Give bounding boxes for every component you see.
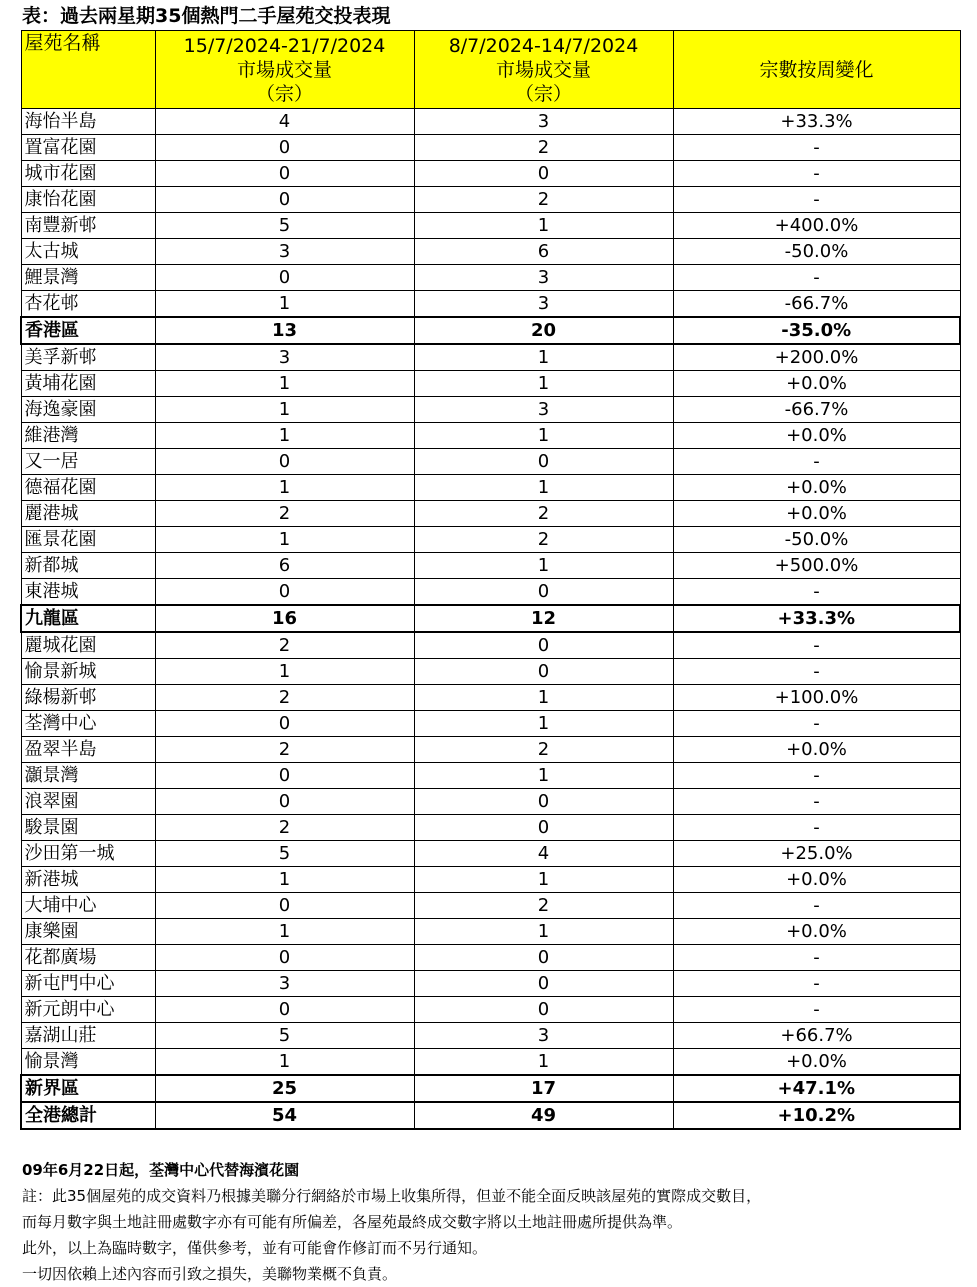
- period1-count-cell: 3: [155, 239, 414, 265]
- period2-count-cell: 1: [414, 371, 673, 397]
- estate-name-cell: 灝景灣: [21, 763, 155, 789]
- weekly-change-cell: -: [673, 449, 960, 475]
- weekly-change-cell: -: [673, 579, 960, 606]
- estate-name-cell: 愉景灣: [21, 1049, 155, 1076]
- period1-count-cell: 1: [155, 867, 414, 893]
- weekly-change-cell: -: [673, 997, 960, 1023]
- period1-count-cell: 3: [155, 971, 414, 997]
- weekly-change-cell: +0.0%: [673, 371, 960, 397]
- table-row: [21, 344, 960, 371]
- weekly-change-cell: -: [673, 789, 960, 815]
- period2-count-cell: 1: [414, 475, 673, 501]
- estate-name-cell: 嘉湖山莊: [21, 1023, 155, 1049]
- period2-count-cell: 1: [414, 867, 673, 893]
- period1-count-cell: 0: [155, 161, 414, 187]
- period2-count-cell: 2: [414, 187, 673, 213]
- estate-name-cell: 城市花園: [21, 161, 155, 187]
- period2-count-cell: 2: [414, 527, 673, 553]
- period2-count-cell: 0: [414, 945, 673, 971]
- note-replacement: 09年6月22日起，荃灣中心代替海濱花園: [22, 1161, 300, 1179]
- table-row: [21, 763, 960, 789]
- estate-name-cell: 海逸豪園: [21, 397, 155, 423]
- table-row: [21, 135, 960, 161]
- estate-name-cell: 麗港城: [21, 501, 155, 527]
- table-row: [21, 423, 960, 449]
- estate-name-cell: 麗城花園: [21, 632, 155, 659]
- period2-count-cell: 1: [414, 919, 673, 945]
- weekly-change-cell: +0.0%: [673, 501, 960, 527]
- weekly-change-cell: +100.0%: [673, 685, 960, 711]
- subtotal-row: [21, 1075, 960, 1102]
- estate-name-cell: 駿景園: [21, 815, 155, 841]
- weekly-change-cell: +0.0%: [673, 1049, 960, 1076]
- header-weekly-change: 宗數按周變化: [673, 31, 960, 109]
- table-body: [21, 109, 960, 1130]
- period2-count-cell: 6: [414, 239, 673, 265]
- period1-count-cell: 1: [155, 397, 414, 423]
- table-row: [21, 945, 960, 971]
- weekly-change-cell: -: [673, 632, 960, 659]
- header-period2-dates: 8/7/2024-14/7/2024: [448, 34, 639, 57]
- period2-count-cell: 0: [414, 789, 673, 815]
- estate-name-cell: 匯景花園: [21, 527, 155, 553]
- estate-name-cell: 新都城: [21, 553, 155, 579]
- period2-count-cell: 0: [414, 659, 673, 685]
- period1-count-cell: 0: [155, 997, 414, 1023]
- period1-count-cell: 6: [155, 553, 414, 579]
- table-row: [21, 371, 960, 397]
- header-period1-unit: （宗）: [255, 82, 313, 105]
- table-row: [21, 711, 960, 737]
- period1-count-cell: 2: [155, 815, 414, 841]
- note-disclaimer: 一切因依賴上述內容而引致之損失，美聯物業概不負責。: [22, 1265, 398, 1283]
- period2-count-cell: 49: [414, 1102, 673, 1129]
- estate-name-cell: 新元朗中心: [21, 997, 155, 1023]
- estate-name-cell: 全港總計: [21, 1102, 155, 1129]
- period1-count-cell: 5: [155, 841, 414, 867]
- period2-count-cell: 3: [414, 1023, 673, 1049]
- period1-count-cell: 2: [155, 737, 414, 763]
- transactions-table: [20, 30, 961, 1130]
- footnotes: [22, 1157, 962, 1287]
- period1-count-cell: 5: [155, 213, 414, 239]
- period1-count-cell: 4: [155, 109, 414, 135]
- period2-count-cell: 1: [414, 763, 673, 789]
- table-row: [21, 579, 960, 606]
- period2-count-cell: 3: [414, 109, 673, 135]
- subtotal-row: [21, 605, 960, 632]
- period2-count-cell: 2: [414, 501, 673, 527]
- table-row: [21, 841, 960, 867]
- estate-name-cell: 新屯門中心: [21, 971, 155, 997]
- weekly-change-cell: +47.1%: [673, 1075, 960, 1102]
- weekly-change-cell: +0.0%: [673, 919, 960, 945]
- weekly-change-cell: -35.0%: [673, 317, 960, 344]
- period1-count-cell: 0: [155, 265, 414, 291]
- period2-count-cell: 1: [414, 711, 673, 737]
- table-row: [21, 527, 960, 553]
- table-row: [21, 659, 960, 685]
- period1-count-cell: 3: [155, 344, 414, 371]
- estate-name-cell: 德福花園: [21, 475, 155, 501]
- table-row: [21, 737, 960, 763]
- weekly-change-cell: +0.0%: [673, 475, 960, 501]
- estate-name-cell: 康怡花園: [21, 187, 155, 213]
- period2-count-cell: 4: [414, 841, 673, 867]
- period2-count-cell: 0: [414, 161, 673, 187]
- weekly-change-cell: +500.0%: [673, 553, 960, 579]
- period1-count-cell: 13: [155, 317, 414, 344]
- weekly-change-cell: -: [673, 893, 960, 919]
- estate-name-cell: 新港城: [21, 867, 155, 893]
- weekly-change-cell: -: [673, 135, 960, 161]
- period2-count-cell: 1: [414, 1049, 673, 1076]
- table-row: [21, 449, 960, 475]
- note-deviation: 而每月數字與土地註冊處數字亦有可能有所偏差，各屋苑最終成交數字將以土地註冊處所提供為準。: [22, 1213, 683, 1231]
- table-row: [21, 397, 960, 423]
- weekly-change-cell: -66.7%: [673, 397, 960, 423]
- table-row: [21, 501, 960, 527]
- header-period2-label: 市場成交量: [495, 58, 591, 81]
- period2-count-cell: 12: [414, 605, 673, 632]
- period1-count-cell: 25: [155, 1075, 414, 1102]
- weekly-change-cell: +33.3%: [673, 109, 960, 135]
- period2-count-cell: 0: [414, 632, 673, 659]
- weekly-change-cell: +400.0%: [673, 213, 960, 239]
- weekly-change-cell: -: [673, 971, 960, 997]
- weekly-change-cell: +25.0%: [673, 841, 960, 867]
- estate-name-cell: 維港灣: [21, 423, 155, 449]
- period1-count-cell: 0: [155, 945, 414, 971]
- period2-count-cell: 1: [414, 213, 673, 239]
- table-row: [21, 685, 960, 711]
- table-row: [21, 475, 960, 501]
- subtotal-row: [21, 317, 960, 344]
- note-source: 註：此35個屋苑的成交資料乃根據美聯分行網絡於市場上收集所得，但並不能全面反映該屋苑的實際成交數目，: [22, 1187, 762, 1205]
- table-row: [21, 867, 960, 893]
- estate-name-cell: 又一居: [21, 449, 155, 475]
- table-row: [21, 553, 960, 579]
- weekly-change-cell: -: [673, 265, 960, 291]
- estate-name-cell: 黃埔花園: [21, 371, 155, 397]
- period2-count-cell: 0: [414, 449, 673, 475]
- estate-name-cell: 沙田第一城: [21, 841, 155, 867]
- period1-count-cell: 0: [155, 579, 414, 606]
- period2-count-cell: 17: [414, 1075, 673, 1102]
- table-header-row: [21, 31, 960, 109]
- period1-count-cell: 2: [155, 632, 414, 659]
- period1-count-cell: 0: [155, 763, 414, 789]
- weekly-change-cell: +0.0%: [673, 867, 960, 893]
- estate-name-cell: 美孚新邨: [21, 344, 155, 371]
- weekly-change-cell: +200.0%: [673, 344, 960, 371]
- period1-count-cell: 1: [155, 371, 414, 397]
- period1-count-cell: 2: [155, 501, 414, 527]
- weekly-change-cell: -: [673, 161, 960, 187]
- header-period1-dates: 15/7/2024-21/7/2024: [183, 34, 386, 57]
- period2-count-cell: 0: [414, 997, 673, 1023]
- table-row: [21, 109, 960, 135]
- weekly-change-cell: -: [673, 711, 960, 737]
- estate-name-cell: 盈翠半島: [21, 737, 155, 763]
- table-row: [21, 815, 960, 841]
- table-row: [21, 1023, 960, 1049]
- period2-count-cell: 0: [414, 971, 673, 997]
- period2-count-cell: 0: [414, 579, 673, 606]
- period2-count-cell: 1: [414, 685, 673, 711]
- period2-count-cell: 20: [414, 317, 673, 344]
- weekly-change-cell: -66.7%: [673, 291, 960, 318]
- period2-count-cell: 2: [414, 893, 673, 919]
- period1-count-cell: 1: [155, 919, 414, 945]
- period2-count-cell: 1: [414, 423, 673, 449]
- table-row: [21, 971, 960, 997]
- header-estate-name: 屋苑名稱: [21, 31, 155, 109]
- weekly-change-cell: -: [673, 659, 960, 685]
- estate-name-cell: 新界區: [21, 1075, 155, 1102]
- header-period1-label: 市場成交量: [236, 58, 332, 81]
- period2-count-cell: 2: [414, 135, 673, 161]
- weekly-change-cell: +10.2%: [673, 1102, 960, 1129]
- weekly-change-cell: +0.0%: [673, 423, 960, 449]
- table-row: [21, 789, 960, 815]
- period1-count-cell: 5: [155, 1023, 414, 1049]
- table-row: [21, 919, 960, 945]
- period1-count-cell: 2: [155, 685, 414, 711]
- period1-count-cell: 0: [155, 135, 414, 161]
- estate-name-cell: 愉景新城: [21, 659, 155, 685]
- period2-count-cell: 1: [414, 344, 673, 371]
- period1-count-cell: 0: [155, 893, 414, 919]
- note-provisional: 此外，以上為臨時數字，僅供參考，並有可能會作修訂而不另行通知。: [22, 1239, 488, 1257]
- period2-count-cell: 3: [414, 397, 673, 423]
- estate-name-cell: 東港城: [21, 579, 155, 606]
- subtotal-row: [21, 1102, 960, 1129]
- period1-count-cell: 1: [155, 423, 414, 449]
- period1-count-cell: 1: [155, 291, 414, 318]
- header-period2-unit: （宗）: [514, 82, 572, 105]
- estate-name-cell: 綠楊新邨: [21, 685, 155, 711]
- table-row: [21, 291, 960, 318]
- period1-count-cell: 54: [155, 1102, 414, 1129]
- period2-count-cell: 0: [414, 815, 673, 841]
- weekly-change-cell: -50.0%: [673, 239, 960, 265]
- table-row: [21, 213, 960, 239]
- estate-name-cell: 康樂園: [21, 919, 155, 945]
- estate-name-cell: 海怡半島: [21, 109, 155, 135]
- period1-count-cell: 0: [155, 187, 414, 213]
- period1-count-cell: 0: [155, 711, 414, 737]
- estate-name-cell: 南豐新邨: [21, 213, 155, 239]
- table-row: [21, 997, 960, 1023]
- header-period1: [155, 31, 414, 109]
- estate-name-cell: 大埔中心: [21, 893, 155, 919]
- estate-name-cell: 太古城: [21, 239, 155, 265]
- table-row: [21, 187, 960, 213]
- weekly-change-cell: -: [673, 187, 960, 213]
- period1-count-cell: 16: [155, 605, 414, 632]
- table-row: [21, 1049, 960, 1076]
- estate-name-cell: 鯉景灣: [21, 265, 155, 291]
- weekly-change-cell: +66.7%: [673, 1023, 960, 1049]
- period2-count-cell: 3: [414, 291, 673, 318]
- period2-count-cell: 1: [414, 553, 673, 579]
- estate-name-cell: 香港區: [21, 317, 155, 344]
- weekly-change-cell: +33.3%: [673, 605, 960, 632]
- period1-count-cell: 1: [155, 1049, 414, 1076]
- weekly-change-cell: +0.0%: [673, 737, 960, 763]
- table-row: [21, 239, 960, 265]
- period1-count-cell: 0: [155, 789, 414, 815]
- table-row: [21, 893, 960, 919]
- period1-count-cell: 1: [155, 475, 414, 501]
- table-row: [21, 161, 960, 187]
- estate-name-cell: 置富花園: [21, 135, 155, 161]
- period1-count-cell: 1: [155, 527, 414, 553]
- estate-name-cell: 浪翠園: [21, 789, 155, 815]
- table-row: [21, 632, 960, 659]
- weekly-change-cell: -50.0%: [673, 527, 960, 553]
- page-title: 表：過去兩星期35個熱門二手屋苑交投表現: [22, 5, 391, 27]
- estate-name-cell: 荃灣中心: [21, 711, 155, 737]
- weekly-change-cell: -: [673, 763, 960, 789]
- period2-count-cell: 2: [414, 737, 673, 763]
- weekly-change-cell: -: [673, 815, 960, 841]
- estate-name-cell: 杏花邨: [21, 291, 155, 318]
- estate-name-cell: 花都廣場: [21, 945, 155, 971]
- period1-count-cell: 0: [155, 449, 414, 475]
- period2-count-cell: 3: [414, 265, 673, 291]
- weekly-change-cell: -: [673, 945, 960, 971]
- table-row: [21, 265, 960, 291]
- header-period2: [414, 31, 673, 109]
- period1-count-cell: 1: [155, 659, 414, 685]
- estate-name-cell: 九龍區: [21, 605, 155, 632]
